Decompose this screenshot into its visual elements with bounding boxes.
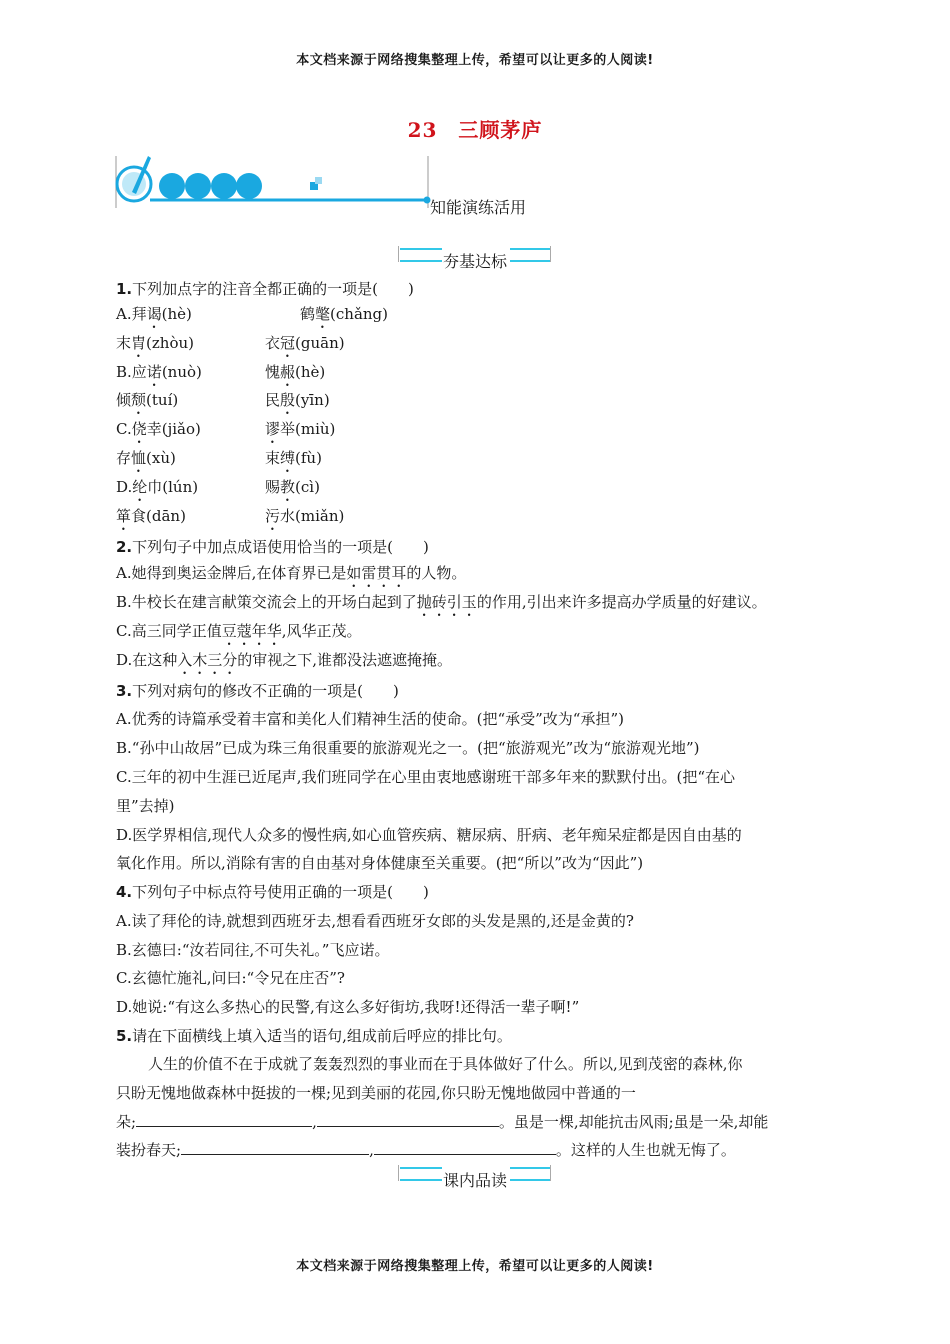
- q1-option-a-right: 鹤氅(chǎng): [300, 305, 389, 323]
- banner-label: 知能演练活用: [430, 198, 527, 217]
- q5-passage-line4: 装扮春天; , 。这样的人生也就无悔了。: [116, 1141, 736, 1159]
- q4-option-c: C.玄德忙施礼,问曰:“令兄在庄否”?: [116, 969, 345, 987]
- banner-decoration-icon: [112, 150, 442, 212]
- q1-row6-right: 束缚(fù): [265, 449, 322, 467]
- q1-option-a-left: A.拜谒(hè): [116, 305, 192, 323]
- section-heading-basic: 夯基达标: [443, 252, 508, 271]
- section-bar-left: [400, 248, 442, 262]
- q1-row8-right: 污水(miǎn): [265, 507, 345, 525]
- page-header: 本文档来源于网络搜集整理上传，希望可以让更多的人阅读!: [296, 53, 654, 68]
- q2-option-d: D.在这种入木三分的审视之下,谁都没法遮遮掩掩。: [116, 651, 453, 669]
- q1-row2-right: 衣冠(guān): [265, 334, 345, 352]
- q3-option-c-line1: C.三年的初中生涯已近尾声,我们班同学在心里由衷地感谢班干部多年来的默默付出。(把“在心: [116, 768, 736, 786]
- q1-option-c-left: C.侥幸(jiǎo): [116, 420, 201, 438]
- q2-stem: 2.下列句子中加点成语使用恰当的一项是( ): [116, 538, 429, 556]
- q1-row2-left: 末胄(zhòu): [116, 334, 194, 352]
- q5-passage-line1: 人生的价值不在于成就了轰轰烈烈的事业而在于具体做好了什么。所以,见到茂密的森林,你: [148, 1055, 743, 1073]
- q1-row8-left: 箪食(dān): [116, 507, 186, 525]
- section-tick-right: [550, 1165, 551, 1181]
- q1-option-b-right: 愧赧(hè): [265, 363, 326, 381]
- q3-option-a: A.优秀的诗篇承受着丰富和美化人们精神生活的使命。(把“承受”改为“承担”): [116, 710, 624, 728]
- q4-option-d: D.她说:“有这么多热心的民警,有这么多好街坊,我呀!还得活一辈子啊!”: [116, 998, 580, 1016]
- q2-option-a: A.她得到奥运金牌后,在体育界已是如雷贯耳的人物。: [116, 564, 467, 582]
- page-footer: 本文档来源于网络搜集整理上传，希望可以让更多的人阅读!: [296, 1259, 654, 1274]
- section-bar-right: [510, 248, 550, 262]
- q3-option-b: B.“孙中山故居”已成为珠三角很重要的旅游观光之一。(把“旅游观光”改为“旅游观光地”): [116, 739, 700, 757]
- section-tick-left: [398, 246, 399, 262]
- q5-blank-3[interactable]: [181, 1140, 369, 1155]
- q4-stem: 4.下列句子中标点符号使用正确的一项是( ): [116, 883, 429, 901]
- q3-option-c-line2: 里”去掉): [116, 797, 175, 815]
- q2-option-c: C.高三同学正值豆蔻年华,风华正茂。: [116, 622, 362, 640]
- q1-stem: 1.下列加点字的注音全都正确的一项是( ): [116, 280, 414, 298]
- q1-row4-right: 民殷(yīn): [265, 391, 330, 409]
- q1-option-d-left: D.纶巾(lún): [116, 478, 199, 496]
- section-bar-left: [400, 1167, 442, 1181]
- q3-option-d-line2: 氧化作用。所以,消除有害的自由基对身体健康至关重要。(把“所以”改为“因此”): [116, 854, 644, 872]
- section-tick-left: [398, 1165, 399, 1181]
- q4-option-b: B.玄德曰:“汝若同往,不可失礼。”飞应诺。: [116, 941, 390, 959]
- q1-row6-left: 存恤(xù): [116, 449, 176, 467]
- q1-option-b-left: B.应诺(nuò): [116, 363, 202, 381]
- q5-blank-1[interactable]: [136, 1112, 312, 1127]
- q2-option-b: B.牛校长在建言献策交流会上的开场白起到了抛砖引玉的作用,引出来许多提高办学质量的好建议。: [116, 593, 767, 611]
- q3-option-d-line1: D.医学界相信,现代人众多的慢性病,如心血管疾病、糖尿病、肝病、老年痴呆症都是因自由基的: [116, 826, 742, 844]
- section-tick-right: [550, 246, 551, 262]
- q5-stem: 5.请在下面横线上填入适当的语句,组成前后呼应的排比句。: [116, 1027, 512, 1045]
- q5-passage-line3: 朵; , 。虽是一棵,却能抗击风雨;虽是一朵,却能: [116, 1113, 769, 1131]
- q3-stem: 3.下列对病句的修改不正确的一项是( ): [116, 682, 399, 700]
- lesson-title: 23 三顾茅庐: [407, 118, 543, 142]
- q4-option-a: A.读了拜伦的诗,就想到西班牙去,想看看西班牙女郎的头发是黑的,还是金黄的?: [116, 912, 634, 930]
- q5-passage-line2: 只盼无愧地做森林中挺拔的一棵;见到美丽的花园,你只盼无愧地做园中普通的一: [116, 1084, 636, 1102]
- q5-blank-4[interactable]: [374, 1140, 556, 1155]
- section-heading-reading: 课内品读: [443, 1171, 508, 1190]
- q5-blank-2[interactable]: [317, 1112, 499, 1127]
- q1-option-d-right: 赐教(cì): [265, 478, 320, 496]
- q1-option-c-right: 谬举(miù): [265, 420, 336, 438]
- q1-row4-left: 倾颓(tuí): [116, 391, 179, 409]
- section-bar-right: [510, 1167, 550, 1181]
- section-banner: [112, 150, 442, 212]
